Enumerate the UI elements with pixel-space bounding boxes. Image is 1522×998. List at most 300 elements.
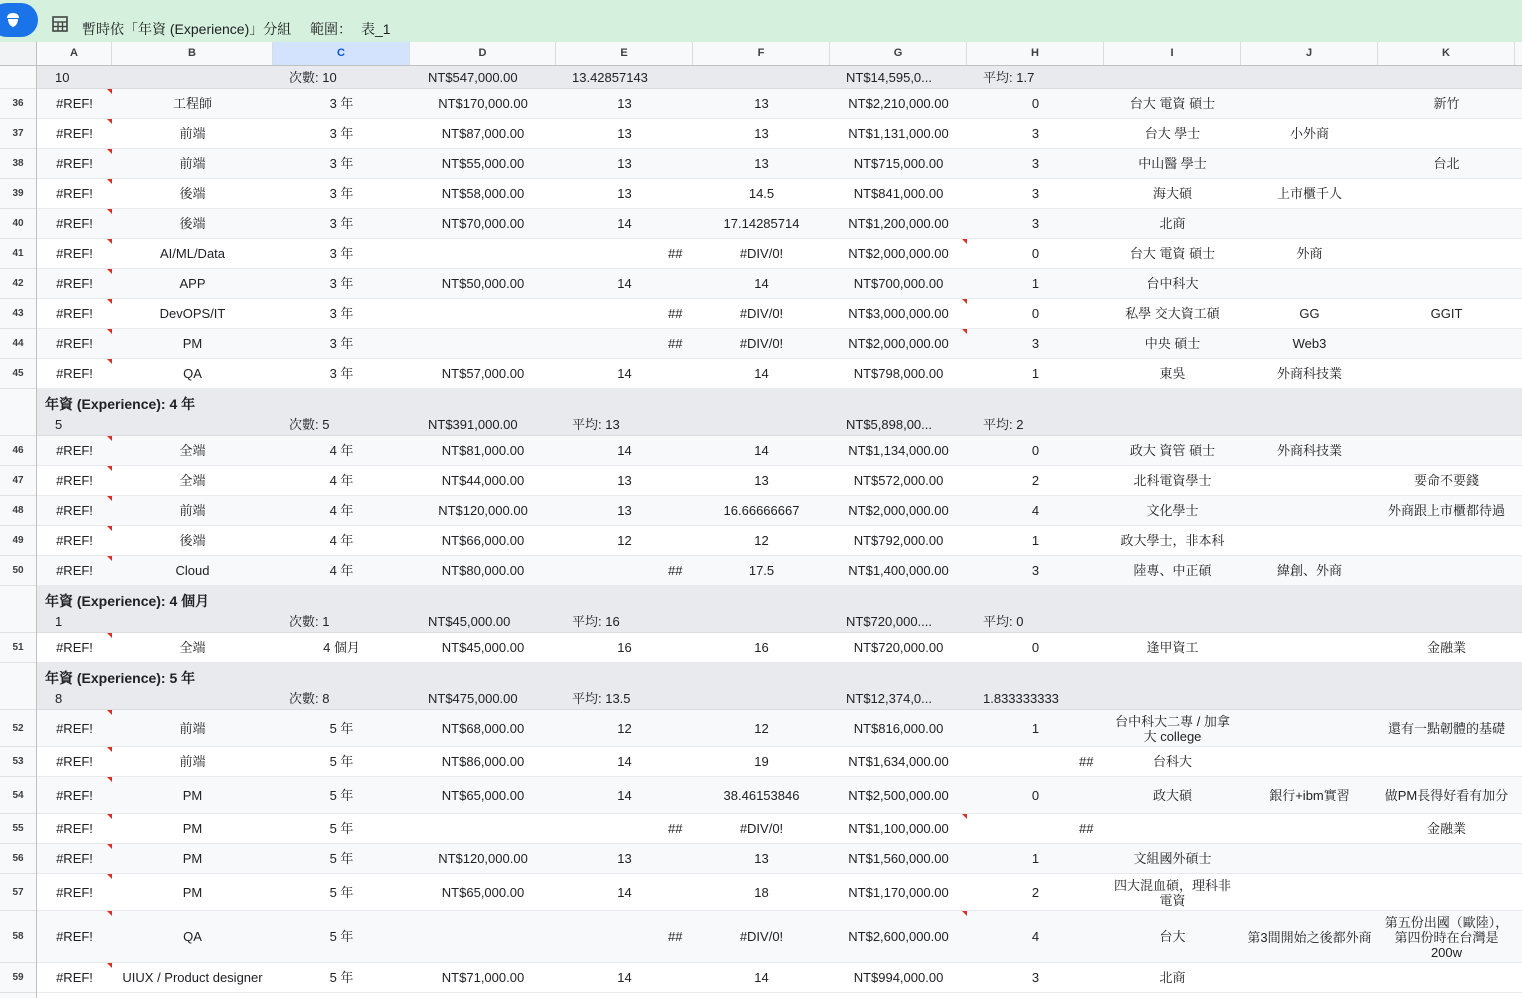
- cell-a[interactable]: #REF!: [56, 246, 93, 261]
- cell-i[interactable]: 台中科大: [1146, 276, 1199, 291]
- cell-g[interactable]: NT$1,100,000.00: [848, 821, 949, 836]
- column-header-e[interactable]: E: [556, 42, 693, 65]
- cell-c[interactable]: 4 年: [329, 503, 354, 518]
- cell-e[interactable]: ##: [668, 929, 683, 944]
- comment-marker[interactable]: [107, 556, 112, 561]
- table-row[interactable]: [37, 710, 1522, 747]
- cell-d[interactable]: NT$86,000.00: [441, 754, 525, 769]
- cell-j[interactable]: 上市櫃千人: [1276, 186, 1342, 201]
- cell-e[interactable]: ##: [668, 306, 683, 321]
- cell-a[interactable]: #REF!: [56, 216, 93, 231]
- cell-c[interactable]: 4 年: [329, 443, 354, 458]
- cell-h[interactable]: 1: [1031, 721, 1040, 736]
- cell-b[interactable]: AI/ML/Data: [159, 246, 226, 261]
- cell-d[interactable]: NT$70,000.00: [441, 216, 525, 231]
- comment-marker[interactable]: [107, 777, 112, 782]
- comment-marker[interactable]: [107, 633, 112, 638]
- table-row[interactable]: [37, 466, 1522, 496]
- cell-b[interactable]: 後端: [179, 533, 206, 548]
- cell-a[interactable]: #REF!: [56, 721, 93, 736]
- cell-i[interactable]: 四大混血碩，理科非電資: [1113, 877, 1231, 908]
- cell-h[interactable]: 3: [1031, 563, 1040, 578]
- row-number[interactable]: 42: [0, 269, 36, 299]
- comment-marker[interactable]: [107, 359, 112, 364]
- cell-f[interactable]: 38.46153846: [723, 788, 800, 803]
- row-number[interactable]: 50: [0, 556, 36, 586]
- cell-c[interactable]: 4 年: [329, 533, 354, 548]
- error-marker[interactable]: [962, 299, 967, 304]
- cell-e[interactable]: 14: [617, 788, 632, 803]
- cell-i[interactable]: 北科電資學士: [1133, 473, 1212, 488]
- cell-k[interactable]: 新竹: [1433, 96, 1460, 111]
- cell-b[interactable]: PM: [182, 788, 203, 803]
- row-number[interactable]: 39: [0, 179, 36, 209]
- cell-b[interactable]: 後端: [179, 216, 206, 231]
- cell-g[interactable]: NT$1,200,000.00: [848, 216, 949, 231]
- comment-marker[interactable]: [107, 526, 112, 531]
- row-number[interactable]: 37: [0, 119, 36, 149]
- comment-marker[interactable]: [107, 747, 112, 752]
- cell-j[interactable]: Web3: [1292, 336, 1327, 351]
- cell-f[interactable]: 14: [754, 443, 769, 458]
- cell-h[interactable]: 0: [1031, 96, 1040, 111]
- cell-a[interactable]: #REF!: [56, 96, 93, 111]
- cell-i[interactable]: 北商: [1159, 216, 1186, 231]
- row-number[interactable]: 41: [0, 239, 36, 269]
- row-number[interactable]: 43: [0, 299, 36, 329]
- column-header-j[interactable]: J: [1241, 42, 1378, 65]
- cell-j[interactable]: GG: [1299, 306, 1320, 321]
- cell-h[interactable]: 3: [1031, 216, 1040, 231]
- cell-d[interactable]: NT$68,000.00: [441, 721, 525, 736]
- comment-marker[interactable]: [107, 299, 112, 304]
- row-number[interactable]: 54: [0, 777, 36, 814]
- cell-a[interactable]: #REF!: [56, 126, 93, 141]
- cell-a[interactable]: #REF!: [56, 788, 93, 803]
- cell-f[interactable]: 18: [754, 885, 769, 900]
- cell-k[interactable]: 外商跟上市櫃都待過: [1387, 503, 1505, 518]
- cell-c[interactable]: 5 年: [329, 929, 354, 944]
- cell-a[interactable]: #REF!: [56, 473, 93, 488]
- table-row[interactable]: [37, 329, 1522, 359]
- cell-c[interactable]: 5 年: [329, 788, 354, 803]
- spreadsheet-grid[interactable]: [0, 42, 1522, 998]
- cell-f[interactable]: 17.5: [748, 563, 775, 578]
- cell-i[interactable]: 台科大: [1152, 754, 1192, 769]
- table-row[interactable]: [37, 89, 1522, 119]
- cell-e[interactable]: 14: [617, 276, 632, 291]
- cell-h[interactable]: 0: [1031, 788, 1040, 803]
- row-number[interactable]: 57: [0, 874, 36, 911]
- cell-h[interactable]: 1: [1031, 366, 1040, 381]
- cell-a[interactable]: #REF!: [56, 929, 93, 944]
- cell-b[interactable]: 前端: [179, 754, 206, 769]
- cell-i[interactable]: 陸專、中正碩: [1133, 563, 1212, 578]
- cell-a[interactable]: #REF!: [56, 754, 93, 769]
- cell-b[interactable]: 前端: [179, 721, 206, 736]
- group-summary-row[interactable]: [37, 389, 1522, 436]
- comment-marker[interactable]: [107, 874, 112, 879]
- cell-f[interactable]: 13: [754, 96, 769, 111]
- cell-h[interactable]: 0: [1031, 246, 1040, 261]
- cell-e[interactable]: 13: [617, 503, 632, 518]
- row-number[interactable]: 59: [0, 963, 36, 993]
- cell-f[interactable]: 13: [754, 851, 769, 866]
- cell-g[interactable]: NT$1,400,000.00: [848, 563, 949, 578]
- cell-a[interactable]: #REF!: [56, 336, 93, 351]
- cell-f[interactable]: 14.5: [748, 186, 775, 201]
- cell-j[interactable]: 外商科技業: [1276, 443, 1342, 458]
- select-all-corner[interactable]: [0, 42, 37, 65]
- cell-g[interactable]: NT$700,000.00: [853, 276, 944, 291]
- cell-i[interactable]: 中山醫 學士: [1138, 156, 1207, 171]
- table-row[interactable]: [37, 149, 1522, 179]
- cell-g[interactable]: NT$3,000,000.00: [848, 306, 949, 321]
- cell-i[interactable]: 北商: [1159, 970, 1186, 985]
- cell-k[interactable]: GGIT: [1430, 306, 1463, 321]
- cell-i[interactable]: 海大碩: [1152, 186, 1192, 201]
- cell-f[interactable]: 17.14285714: [723, 216, 800, 231]
- cell-h[interactable]: ##: [1079, 754, 1094, 769]
- cell-i[interactable]: 私學 交大資工碩: [1125, 306, 1220, 321]
- cell-a[interactable]: #REF!: [56, 885, 93, 900]
- cell-g[interactable]: NT$798,000.00: [853, 366, 944, 381]
- cell-b[interactable]: 前端: [179, 503, 206, 518]
- cell-e[interactable]: ##: [668, 246, 683, 261]
- cell-a[interactable]: #REF!: [56, 306, 93, 321]
- cell-g[interactable]: NT$1,634,000.00: [848, 754, 949, 769]
- table-row[interactable]: [37, 633, 1522, 663]
- cell-c[interactable]: 3 年: [329, 246, 354, 261]
- cell-a[interactable]: #REF!: [56, 156, 93, 171]
- cell-e[interactable]: 13: [617, 126, 632, 141]
- cell-b[interactable]: 全端: [179, 443, 206, 458]
- cell-b[interactable]: 前端: [179, 126, 206, 141]
- cell-c[interactable]: 4 年: [329, 563, 354, 578]
- cell-c[interactable]: 4 個月: [323, 640, 360, 655]
- cell-h[interactable]: ##: [1079, 821, 1094, 836]
- cell-j[interactable]: 外商: [1296, 246, 1323, 261]
- comment-marker[interactable]: [107, 436, 112, 441]
- cell-h[interactable]: 2: [1031, 885, 1040, 900]
- row-number[interactable]: 55: [0, 814, 36, 844]
- cell-e[interactable]: 14: [617, 885, 632, 900]
- cell-d[interactable]: NT$71,000.00: [441, 970, 525, 985]
- table-row[interactable]: [37, 299, 1522, 329]
- cell-g[interactable]: NT$2,210,000.00: [848, 96, 949, 111]
- cell-d[interactable]: NT$50,000.00: [441, 276, 525, 291]
- cell-d[interactable]: NT$87,000.00: [441, 126, 525, 141]
- cell-c[interactable]: 3 年: [329, 186, 354, 201]
- cell-c[interactable]: 5 年: [329, 754, 354, 769]
- cell-c[interactable]: 3 年: [329, 366, 354, 381]
- cell-j[interactable]: 銀行+ibm實習: [1269, 788, 1350, 803]
- cell-f[interactable]: 12: [754, 533, 769, 548]
- cell-e[interactable]: 14: [617, 443, 632, 458]
- group-summary-row[interactable]: [37, 663, 1522, 710]
- cell-e[interactable]: 12: [617, 533, 632, 548]
- cell-d[interactable]: NT$66,000.00: [441, 533, 525, 548]
- cell-j[interactable]: 外商科技業: [1276, 366, 1342, 381]
- error-marker[interactable]: [962, 329, 967, 334]
- cell-d[interactable]: NT$170,000.00: [438, 96, 528, 111]
- group-summary-row[interactable]: [37, 66, 1522, 89]
- table-row[interactable]: [37, 269, 1522, 299]
- cell-g[interactable]: NT$994,000.00: [853, 970, 944, 985]
- cell-i[interactable]: 文化學士: [1146, 503, 1199, 518]
- cell-d[interactable]: NT$55,000.00: [441, 156, 525, 171]
- row-number[interactable]: 58: [0, 911, 36, 963]
- cell-h[interactable]: 4: [1031, 929, 1040, 944]
- error-marker[interactable]: [962, 239, 967, 244]
- cell-h[interactable]: 3: [1031, 336, 1040, 351]
- cell-f[interactable]: 16.66666667: [723, 503, 800, 518]
- cell-d[interactable]: NT$58,000.00: [441, 186, 525, 201]
- cell-c[interactable]: 3 年: [329, 306, 354, 321]
- cell-g[interactable]: NT$792,000.00: [853, 533, 944, 548]
- cell-g[interactable]: NT$1,170,000.00: [848, 885, 949, 900]
- error-marker[interactable]: [962, 911, 967, 916]
- range-value[interactable]: 表_1: [361, 21, 391, 37]
- cell-g[interactable]: NT$720,000.00: [853, 640, 944, 655]
- cell-i[interactable]: 台大 電資 碩士: [1129, 96, 1216, 111]
- row-number[interactable]: 47: [0, 466, 36, 496]
- cell-i[interactable]: 政大 資管 碩士: [1129, 443, 1216, 458]
- cell-g[interactable]: NT$715,000.00: [853, 156, 944, 171]
- cell-h[interactable]: 0: [1031, 306, 1040, 321]
- cell-b[interactable]: APP: [179, 276, 206, 291]
- cell-g[interactable]: NT$2,600,000.00: [848, 929, 949, 944]
- cell-a[interactable]: #REF!: [56, 970, 93, 985]
- cell-k[interactable]: 金融業: [1426, 640, 1466, 655]
- cell-h[interactable]: 3: [1031, 970, 1040, 985]
- table-row[interactable]: [37, 963, 1522, 993]
- cell-b[interactable]: 前端: [179, 156, 206, 171]
- cell-f[interactable]: 14: [754, 970, 769, 985]
- cell-h[interactable]: 3: [1031, 126, 1040, 141]
- cell-b[interactable]: PM: [182, 336, 203, 351]
- comment-marker[interactable]: [107, 710, 112, 715]
- row-number[interactable]: 44: [0, 329, 36, 359]
- cell-e[interactable]: 14: [617, 366, 632, 381]
- comment-marker[interactable]: [107, 963, 112, 968]
- cell-b[interactable]: PM: [182, 821, 203, 836]
- cell-a[interactable]: #REF!: [56, 640, 93, 655]
- comment-marker[interactable]: [107, 179, 112, 184]
- cell-a[interactable]: #REF!: [56, 443, 93, 458]
- comment-marker[interactable]: [107, 119, 112, 124]
- comment-marker[interactable]: [107, 239, 112, 244]
- table-row[interactable]: [37, 179, 1522, 209]
- cell-a[interactable]: #REF!: [56, 563, 93, 578]
- cell-i[interactable]: 中央 碩士: [1144, 336, 1201, 351]
- cell-h[interactable]: 2: [1031, 473, 1040, 488]
- cell-g[interactable]: NT$1,134,000.00: [848, 443, 949, 458]
- cell-g[interactable]: NT$572,000.00: [853, 473, 944, 488]
- comment-marker[interactable]: [107, 911, 112, 916]
- column-header-i[interactable]: I: [1104, 42, 1241, 65]
- column-header-f[interactable]: F: [693, 42, 830, 65]
- cell-g[interactable]: NT$2,000,000.00: [848, 503, 949, 518]
- comment-marker[interactable]: [107, 149, 112, 154]
- cell-e[interactable]: ##: [668, 821, 683, 836]
- column-header-g[interactable]: G: [830, 42, 967, 65]
- cell-g[interactable]: NT$1,131,000.00: [848, 126, 949, 141]
- cell-h[interactable]: 1: [1031, 533, 1040, 548]
- cell-f[interactable]: 13: [754, 473, 769, 488]
- cell-d[interactable]: NT$57,000.00: [441, 366, 525, 381]
- cell-a[interactable]: #REF!: [56, 186, 93, 201]
- table-row[interactable]: [37, 526, 1522, 556]
- table-row[interactable]: [37, 911, 1522, 963]
- row-number[interactable]: 56: [0, 844, 36, 874]
- comment-marker[interactable]: [107, 496, 112, 501]
- cell-h[interactable]: 1: [1031, 851, 1040, 866]
- cell-f[interactable]: #DIV/0!: [739, 821, 784, 836]
- cell-j[interactable]: 緯創、外商: [1276, 563, 1342, 578]
- column-header-c[interactable]: C: [273, 42, 410, 65]
- column-header-a[interactable]: A: [37, 42, 112, 65]
- cell-b[interactable]: QA: [183, 366, 202, 381]
- cell-c[interactable]: 3 年: [329, 276, 354, 291]
- comment-marker[interactable]: [107, 814, 112, 819]
- cell-c[interactable]: 3 年: [329, 126, 354, 141]
- table-row[interactable]: [37, 814, 1522, 844]
- row-number[interactable]: 48: [0, 496, 36, 526]
- row-number[interactable]: 46: [0, 436, 36, 466]
- cell-b[interactable]: QA: [183, 929, 202, 944]
- cell-d[interactable]: NT$65,000.00: [441, 788, 525, 803]
- cell-c[interactable]: 5 年: [329, 885, 354, 900]
- table-row[interactable]: [37, 556, 1522, 586]
- cell-h[interactable]: 3: [1031, 186, 1040, 201]
- cell-g[interactable]: NT$841,000.00: [853, 186, 944, 201]
- cell-c[interactable]: 5 年: [329, 851, 354, 866]
- table-row[interactable]: [37, 874, 1522, 911]
- cell-b[interactable]: Cloud: [175, 563, 210, 578]
- table-row[interactable]: [37, 119, 1522, 149]
- cell-c[interactable]: 3 年: [329, 156, 354, 171]
- cell-a[interactable]: #REF!: [56, 366, 93, 381]
- cell-e[interactable]: 12: [617, 721, 632, 736]
- cell-a[interactable]: #REF!: [56, 533, 93, 548]
- column-header-b[interactable]: B: [112, 42, 273, 65]
- column-header-k[interactable]: K: [1378, 42, 1515, 65]
- cell-c[interactable]: 3 年: [329, 96, 354, 111]
- table-row[interactable]: [37, 777, 1522, 814]
- comment-marker[interactable]: [107, 89, 112, 94]
- cell-a[interactable]: #REF!: [56, 851, 93, 866]
- cell-d[interactable]: NT$44,000.00: [441, 473, 525, 488]
- cell-g[interactable]: NT$816,000.00: [853, 721, 944, 736]
- cell-k[interactable]: 台北: [1433, 156, 1460, 171]
- error-marker[interactable]: [962, 814, 967, 819]
- comment-marker[interactable]: [107, 466, 112, 471]
- cell-e[interactable]: 14: [617, 970, 632, 985]
- cell-d[interactable]: NT$65,000.00: [441, 885, 525, 900]
- cell-k[interactable]: 金融業: [1426, 821, 1466, 836]
- cell-b[interactable]: UIUX / Product designer: [122, 970, 263, 985]
- cell-h[interactable]: 3: [1031, 156, 1040, 171]
- cell-h[interactable]: 4: [1031, 503, 1040, 518]
- row-number[interactable]: 45: [0, 359, 36, 389]
- table-row[interactable]: [37, 747, 1522, 777]
- cell-h[interactable]: 1: [1031, 276, 1040, 291]
- cell-f[interactable]: 12: [754, 721, 769, 736]
- cell-g[interactable]: NT$2,000,000.00: [848, 336, 949, 351]
- cell-d[interactable]: NT$80,000.00: [441, 563, 525, 578]
- cell-f[interactable]: 19: [754, 754, 769, 769]
- row-number[interactable]: 36: [0, 89, 36, 119]
- cell-k[interactable]: 還有一點韌體的基礎: [1387, 721, 1505, 736]
- cell-e[interactable]: ##: [668, 336, 683, 351]
- cell-b[interactable]: PM: [182, 885, 203, 900]
- cell-j[interactable]: 第3間開始之後都外商: [1247, 929, 1372, 945]
- cell-a[interactable]: #REF!: [56, 276, 93, 291]
- cell-g[interactable]: NT$2,000,000.00: [848, 246, 949, 261]
- table-row[interactable]: [37, 239, 1522, 269]
- row-number[interactable]: 53: [0, 747, 36, 777]
- cell-c[interactable]: 3 年: [329, 336, 354, 351]
- row-number[interactable]: 51: [0, 633, 36, 663]
- cell-a[interactable]: #REF!: [56, 821, 93, 836]
- cell-f[interactable]: #DIV/0!: [739, 246, 784, 261]
- cell-f[interactable]: 16: [754, 640, 769, 655]
- cell-f[interactable]: 13: [754, 156, 769, 171]
- cell-c[interactable]: 3 年: [329, 216, 354, 231]
- comment-marker[interactable]: [107, 209, 112, 214]
- column-header-d[interactable]: D: [410, 42, 556, 65]
- cell-f[interactable]: 14: [754, 276, 769, 291]
- cell-i[interactable]: 台中科大二專 / 加拿大 college: [1115, 713, 1230, 744]
- cell-c[interactable]: 5 年: [329, 821, 354, 836]
- cell-d[interactable]: NT$120,000.00: [438, 503, 528, 518]
- cell-f[interactable]: 13: [754, 126, 769, 141]
- cell-e[interactable]: 13: [617, 96, 632, 111]
- cell-f[interactable]: #DIV/0!: [739, 929, 784, 944]
- cell-k[interactable]: 要命不要錢: [1413, 473, 1479, 488]
- cell-b[interactable]: 後端: [179, 186, 206, 201]
- comment-marker[interactable]: [107, 269, 112, 274]
- cell-c[interactable]: 5 年: [329, 721, 354, 736]
- cell-g[interactable]: NT$1,560,000.00: [848, 851, 949, 866]
- cell-e[interactable]: 13: [617, 186, 632, 201]
- cell-i[interactable]: 政大學士，非本科: [1120, 533, 1225, 548]
- cell-b[interactable]: 全端: [179, 473, 206, 488]
- cell-d[interactable]: NT$81,000.00: [441, 443, 525, 458]
- cell-a[interactable]: #REF!: [56, 503, 93, 518]
- cell-f[interactable]: #DIV/0!: [739, 336, 784, 351]
- cell-i[interactable]: 台大 學士: [1144, 126, 1201, 141]
- table-row[interactable]: [37, 209, 1522, 239]
- cell-i[interactable]: 台大 電資 碩士: [1129, 246, 1216, 261]
- table-row[interactable]: [37, 496, 1522, 526]
- cell-i[interactable]: 文組國外碩士: [1133, 851, 1212, 866]
- comment-marker[interactable]: [107, 329, 112, 334]
- cell-b[interactable]: DevOPS/IT: [159, 306, 226, 321]
- cell-d[interactable]: NT$120,000.00: [438, 851, 528, 866]
- cell-e[interactable]: 13: [617, 156, 632, 171]
- cell-e[interactable]: 16: [617, 640, 632, 655]
- cell-g[interactable]: NT$2,500,000.00: [848, 788, 949, 803]
- cell-j[interactable]: 小外商: [1289, 126, 1329, 141]
- row-number[interactable]: 38: [0, 149, 36, 179]
- cell-k[interactable]: 做PM長得好看有加分: [1384, 788, 1509, 803]
- cell-i[interactable]: 台大: [1159, 929, 1186, 944]
- cell-e[interactable]: 14: [617, 754, 632, 769]
- cell-b[interactable]: 全端: [179, 640, 206, 655]
- cell-d[interactable]: NT$45,000.00: [441, 640, 525, 655]
